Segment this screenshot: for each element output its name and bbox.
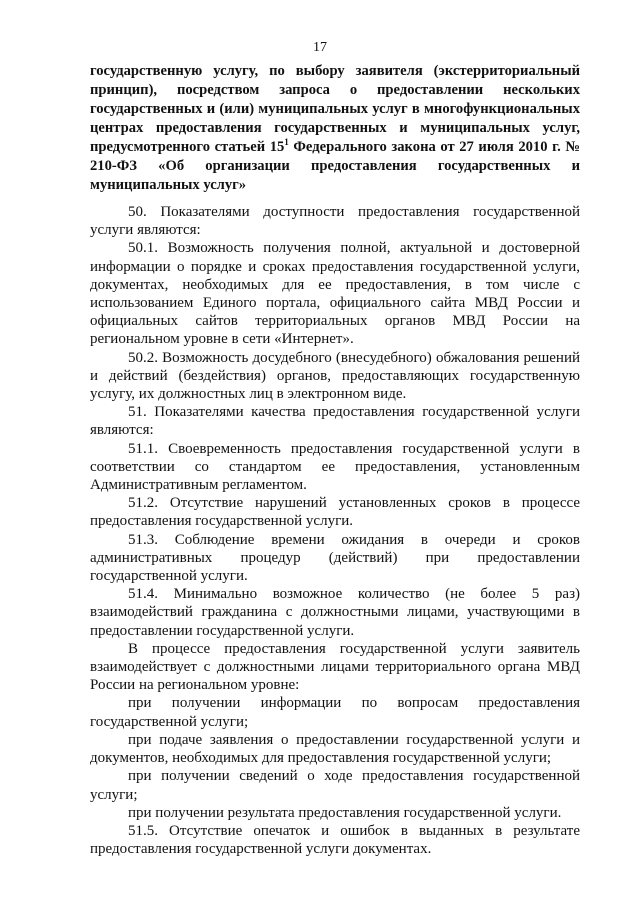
paragraph-50-1: 50.1. Возможность получения полной, актуальной и достоверной информации о порядке и сроках предоставления государственной услуги, документах, необходимых для ее предоставления, в том числе с использованием Единого портала, официального сайта МВД России и официальных сайтов территориальных органов МВД России на региональном уровне в сети «Интернет». [90, 240, 580, 348]
paragraph-interaction-item: при получении информации по вопросам предоставления государственной услуги; [90, 695, 580, 730]
page-number: 17 [313, 40, 327, 55]
paragraph-51-2: 51.2. Отсутствие нарушений установленных сроков в процессе предоставления государственной услуги. [90, 495, 580, 530]
paragraph-51-4: 51.4. Минимально возможное количество (не более 5 раз) взаимодействий гражданина с должностными лицами, участвующими в предоставлении государственной услуги. [90, 586, 580, 639]
paragraph-50-2: 50.2. Возможность досудебного (внесудебного) обжалования решений и действий (бездействия) органов, предоставляющих государственную услугу, их должностных лиц в электронном виде. [90, 349, 580, 403]
paragraph-51: 51. Показателями качества предоставления государственной услуги являются: [90, 404, 580, 439]
heading-superscript: 1 [284, 137, 289, 148]
paragraph-51-5: 51.5. Отсутствие опечаток и ошибок в выданных в результате предоставления государственной услуги документах. [90, 822, 580, 858]
paragraph-interaction-item: при получении сведений о ходе предоставления государственной услуги; [90, 768, 580, 803]
section-heading [90, 62, 580, 195]
paragraph-50: 50. Показателями доступности предоставления государственной услуги являются: [90, 204, 580, 239]
paragraph-51-1: 51.1. Своевременность предоставления государственной услуги в соответствии со стандартом ее предоставления, установленным Административным регламентом. [90, 440, 580, 494]
heading-text-part1: государственную услугу, по выбору заявителя (экстерриториальный принцип), посредством запроса о предоставлении нескольких государственных и (или) муниципальных услуг в многофункциональных центрах предоставления государственных и муниципальных услуг, предусмотренного статьей 15 [90, 63, 580, 155]
paragraph-51-3: 51.3. Соблюдение времени ожидания в очереди и сроков административных процедур (действий) при предоставлении государственной услуги. [90, 531, 580, 585]
heading-text-part2: Федерального закона от 27 июля 2010 г. № 210-ФЗ «Об организации предоставления государственных и муниципальных услуг» [90, 139, 580, 193]
paragraph-interaction-intro: В процессе предоставления государственной услуги заявитель взаимодействует с должностными лицами территориального органа МВД России на региональном уровне: [90, 640, 580, 694]
paragraph-interaction-item: при подаче заявления о предоставлении государственной услуги и документов, необходимых для предоставления государственной услуги; [90, 731, 580, 767]
document-body [90, 203, 580, 858]
paragraph-interaction-item: при получении результата предоставления государственной услуги. [128, 804, 562, 821]
